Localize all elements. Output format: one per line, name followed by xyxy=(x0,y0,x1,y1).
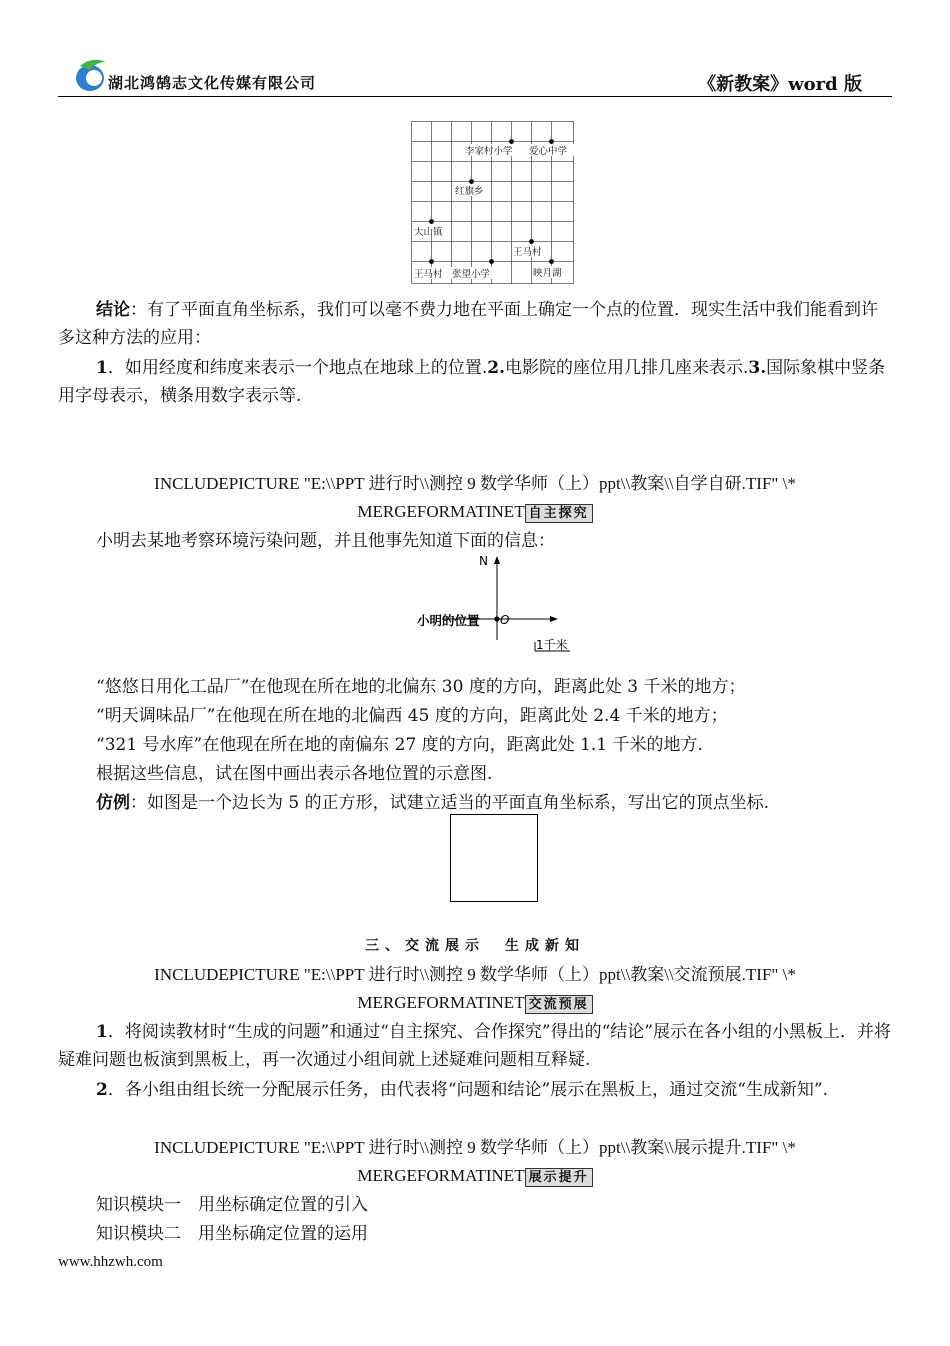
step-text-1: ．将阅读教材时“生成的问题”和通过“自主探究、合作探究”得出的“结论”展示在各小组的小黑板上．并将疑难问题也板演到黑板上，再一次通过小组间就上述疑难问题相互释疑. xyxy=(58,1022,891,1070)
badge-self-explore: 自主探究 xyxy=(525,504,593,523)
label-hongqi: 红旗乡 xyxy=(455,186,484,197)
module-2: 知识模块二 用坐标确定位置的运用 xyxy=(96,1224,368,1244)
example-text-2: 电影院的座位用几排几座来表示. xyxy=(505,358,749,378)
origin-letter: O xyxy=(500,613,510,627)
east-arrowhead xyxy=(550,616,558,622)
step-number-2: 2 xyxy=(96,1080,108,1100)
point-lijia xyxy=(509,139,514,144)
point-zhangwang xyxy=(489,259,494,264)
module-1: 知识模块一 用坐标确定位置的引入 xyxy=(96,1195,368,1215)
include-2-path: INCLUDEPICTURE "E:\\PPT 进行时\\测控 9 数学华师（上）ppt\\教案\\交流预展.TIF" \* xyxy=(154,965,796,984)
label-zhangwang: 张望小学 xyxy=(452,269,491,280)
step-2 xyxy=(58,1076,892,1104)
point-wangma xyxy=(429,259,434,264)
include-2-merge: MERGEFORMATINET xyxy=(357,993,525,1012)
footer-url[interactable]: www.hhzwh.com xyxy=(58,1254,163,1270)
header-edition: 《新教案》word 版 xyxy=(698,74,862,95)
badge-exchange-preview: 交流预展 xyxy=(525,995,593,1014)
step-text-2: ．各小组由组长统一分配展示任务，由代表将“问题和结论”展示在黑板上，通过交流“生成新知”. xyxy=(107,1080,829,1100)
grid-map-figure xyxy=(411,121,577,285)
scale-label: 1千米 xyxy=(536,638,568,652)
include-1-path: INCLUDEPICTURE "E:\\PPT 进行时\\测控 9 数学华师（上）ppt\\教案\\自学自研.TIF" \* xyxy=(154,474,796,493)
label-wangma-village: 王马村 xyxy=(513,247,542,258)
fact-1: “悠悠日用化工品厂”在他现在所在地的北偏东 30 度的方向，距离此处 3 千米的地方； xyxy=(96,677,746,697)
point-hongqi xyxy=(469,179,474,184)
imitation-text: ：如图是一个边长为 5 的正方形，试建立适当的平面直角坐标系，写出它的顶点坐标. xyxy=(130,793,770,813)
example-number-1: 1 xyxy=(96,358,108,378)
fact-instruction: 根据这些信息，试在图中画出表示各地位置的示意图. xyxy=(96,764,493,784)
conclusion-label: 结论 xyxy=(96,300,130,320)
label-dashan: 大山镇 xyxy=(414,227,443,238)
north-label: N xyxy=(479,554,488,568)
include-3-path: INCLUDEPICTURE "E:\\PPT 进行时\\测控 9 数学华师（上）ppt\\教案\\展示提升.TIF" \* xyxy=(154,1138,796,1157)
section-title-3: 三、交流展示 生成新知 xyxy=(365,938,585,954)
header-divider xyxy=(58,96,892,97)
include-field-1 xyxy=(58,470,892,526)
example-text-3: 国际象棋中竖条用字母表示，横条用数字表示等. xyxy=(58,358,886,406)
point-dashan xyxy=(429,219,434,224)
company-logo xyxy=(72,56,112,94)
compass-figure xyxy=(412,552,582,662)
imitation-label: 仿例 xyxy=(96,793,130,813)
conclusion-text: ：有了平面直角坐标系，我们可以毫不费力地在平面上确定一个点的位置．现实生活中我们能看到许多这种方法的应用： xyxy=(58,300,878,348)
conclusion-paragraph xyxy=(58,296,892,352)
point-yingyue xyxy=(549,259,554,264)
header-company: 湖北鸿鹄志文化传媒有限公司 xyxy=(108,74,317,92)
badge-show-improve: 展示提升 xyxy=(525,1168,593,1187)
label-wangma: 王马村 xyxy=(414,269,443,280)
label-lijia: 李家村小学 xyxy=(465,146,513,157)
origin-caption: 小明的位置 xyxy=(417,613,480,628)
include-field-3 xyxy=(58,1134,892,1190)
example-number-2: 2. xyxy=(487,358,505,378)
example-number-3: 3. xyxy=(748,358,767,378)
problem-intro: 小明去某地考察环境污染问题，并且他事先知道下面的信息： xyxy=(96,531,555,551)
fact-3: “321 号水库”在他现在所在地的南偏东 27 度的方向，距离此处 1.1 千米的地方. xyxy=(96,735,703,755)
example-text-1: ．如用经度和纬度来表示一个地点在地球上的位置. xyxy=(107,358,488,378)
square-figure xyxy=(450,814,538,902)
include-field-2 xyxy=(58,961,892,1017)
fact-2: “明天调味品厂”在他现在所在地的北偏西 45 度的方向，距离此处 2.4 千米的地方； xyxy=(96,706,728,726)
label-aixin: 爱心中学 xyxy=(529,146,568,157)
point-wangma-village xyxy=(529,239,534,244)
imitation-paragraph xyxy=(58,789,892,817)
include-1-merge: MERGEFORMATINET xyxy=(357,502,525,521)
step-1 xyxy=(58,1018,892,1074)
label-yingyue: 映月湖 xyxy=(533,268,562,279)
include-3-merge: MERGEFORMATINET xyxy=(357,1166,525,1185)
step-number-1: 1 xyxy=(96,1022,108,1042)
point-aixin xyxy=(549,139,554,144)
examples-paragraph xyxy=(58,354,892,410)
north-arrowhead xyxy=(494,556,500,564)
origin-point xyxy=(494,616,499,621)
